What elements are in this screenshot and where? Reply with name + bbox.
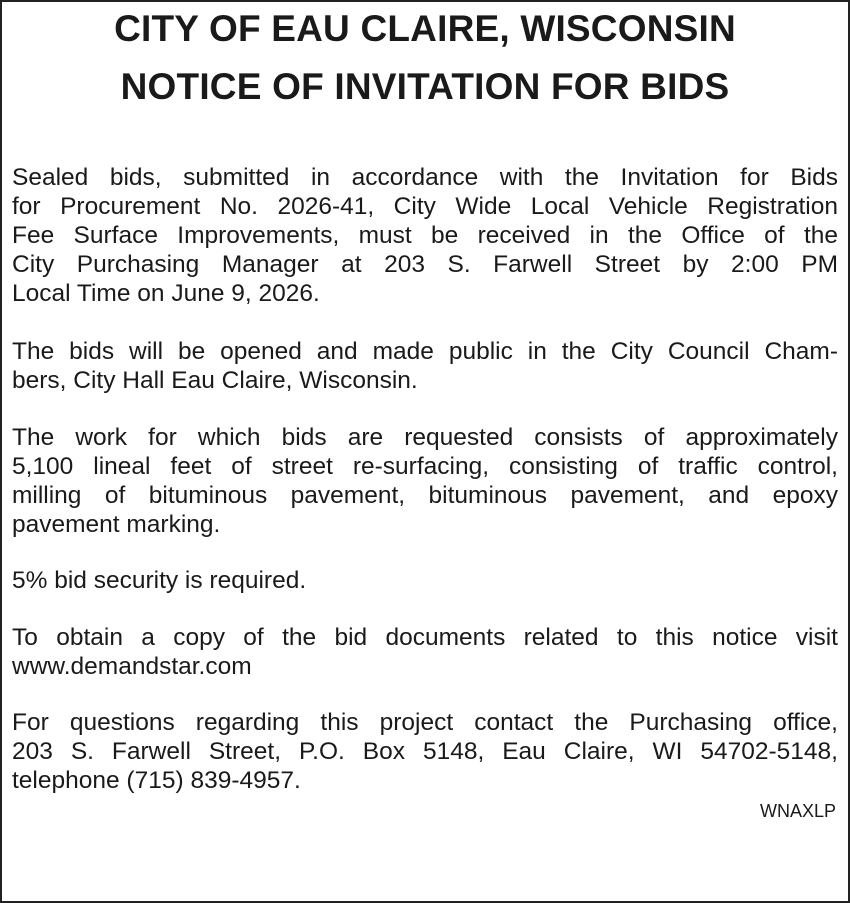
- text-line: Local Time on June 9, 2026.: [12, 280, 320, 307]
- text-line: milling of bituminous pavement, bituminous pavement, and epoxy: [12, 482, 838, 509]
- paragraph-sealed-bids: [12, 163, 838, 308]
- text-line: bers, City Hall Eau Claire, Wisconsin.: [12, 367, 418, 394]
- text-line: 5,100 lineal feet of street re-surfacing, consisting of traffic control,: [12, 453, 838, 480]
- text-line: To obtain a copy of the bid documents related to this notice visit: [12, 624, 838, 651]
- text-line: City Purchasing Manager at 203 S. Farwell Street by 2:00 PM: [12, 251, 838, 278]
- text-line: 203 S. Farwell Street, P.O. Box 5148, Eau Claire, WI 54702-5148,: [12, 738, 838, 765]
- text-line: for Procurement No. 2026-41, City Wide Local Vehicle Registration: [12, 193, 838, 220]
- text-line: The bids will be opened and made public in the City Council Cham-: [12, 338, 838, 365]
- paragraph-contact: [12, 708, 838, 795]
- notice-title-city: CITY OF EAU CLAIRE, WISCONSIN: [114, 8, 736, 49]
- text-line: Sealed bids, submitted in accordance with the Invitation for Bids: [12, 164, 838, 191]
- text-line: The work for which bids are requested consists of approximately: [12, 424, 838, 451]
- text-line: For questions regarding this project contact the Purchasing office,: [12, 709, 838, 736]
- text-line: 5% bid security is required.: [12, 567, 307, 594]
- text-line: telephone (715) 839-4957.: [12, 767, 301, 794]
- text-line: Fee Surface Improvements, must be received in the Office of the: [12, 222, 838, 249]
- text-line: pavement marking.: [12, 511, 221, 538]
- website-text: www.demandstar.com: [12, 653, 252, 680]
- paragraph-scope-of-work: [12, 423, 838, 539]
- paragraph-bid-opening: [12, 337, 838, 395]
- paragraph-bid-security: [12, 566, 838, 595]
- publication-code: WNAXLP: [759, 801, 836, 821]
- notice-title-invitation: NOTICE OF INVITATION FOR BIDS: [120, 66, 730, 107]
- paragraph-bid-documents: [12, 623, 838, 681]
